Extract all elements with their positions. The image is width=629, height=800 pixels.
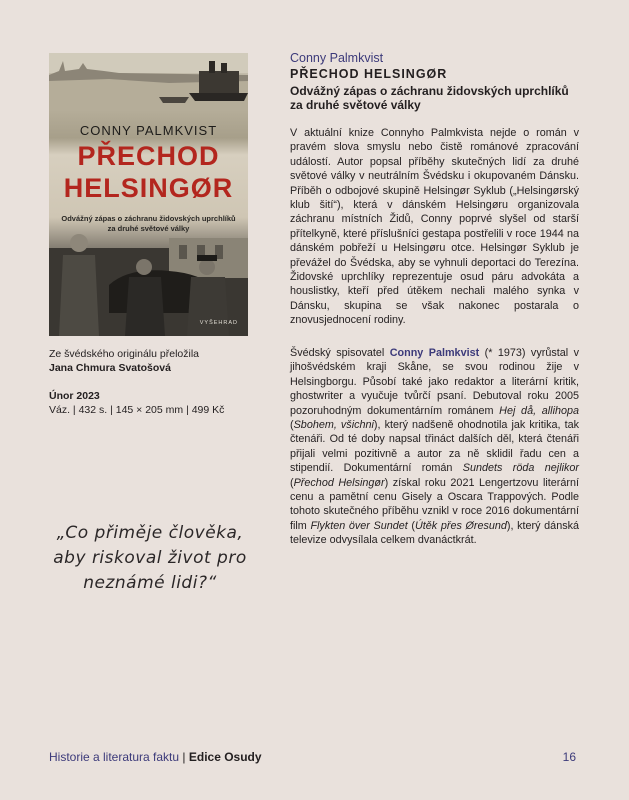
bio-text-4: (: [290, 476, 294, 489]
bio-text-5: ) získal roku 2021 Lengertzovu literární cenu a pamětní cenu Gisely a Oscara Trappových. Podle tohoto skutečného příběhu vznikl v roce 2016 dokumentární film: [290, 476, 579, 532]
cover-subtitle: Odvážný zápas o záchranu židovských uprchlíků za druhé světové války: [61, 214, 236, 233]
bio-intro: Švédský spisovatel: [290, 347, 390, 359]
author-bio: [290, 346, 579, 548]
translator-name: Jana Chmura Svatošová: [49, 361, 171, 374]
cover-author: CONNY PALMKVIST: [79, 123, 218, 138]
series-name: Historie a literatura faktu: [49, 750, 180, 764]
cover-title-line1: PŘECHOD: [77, 141, 220, 171]
bio-doc-title: Sundets röda nejlikor: [462, 462, 579, 475]
bio-text-7: ), který dánská televize odvysílala celkem dvanáctkrát.: [290, 519, 579, 547]
book-description: V aktuální knize Connyho Palmkvista nejde o román v pravém slova smyslu nebo čistě románové zpracování událostí. Autor popsal příběhy skutečných lidí za druhé světové války v neutrálním Švédsku i okupovaném Dánsku. Příběh o odbojové skupině Helsingør Syklub („Helsingørský klub šití“), která v dánském Helsingøru organizovala záchranu místních Židů, Conny poprvé slyšel od starší přítelkyně, které příslušníci gestapa postřelili v roce 1944 na dánském pobřeží u Helsingøru otce. Helsingør Syklub je převážel do Švédska, aby se vyhnuli deportaci do Terezína. Židovské uprchlíky reprezentuje osud páru advokáta a houslistky, kteří před útěkem nechali malého synka v Dánsku, skupina se však nakonec postarala o znovusjednocení rodiny.: [290, 127, 579, 327]
footer-separator: |: [179, 750, 189, 764]
bio-text-3: ), který nadšeně ohodnotila jak kritika, tak čtenáři. Od té doby napsal třináct dalších děl, která čtenáři přijali velmi pozitivně a autor za ně sklidil řadu cen a stipendií. Dokumentární román: [290, 419, 579, 475]
bio-film-cz: Útěk přes Øresund: [415, 519, 507, 532]
footer-series: [49, 750, 262, 764]
bio-debut-title: Hej då, allihopa: [499, 404, 579, 417]
publication-date: Únor 2023: [49, 390, 100, 402]
pull-quote: „Co přiměje člověka, aby riskoval život pro neznámé lidi?“: [53, 523, 247, 593]
book-subtitle: Odvážný zápas o záchranu židovských uprchlíků za druhé světové války: [290, 84, 569, 112]
edition-name: Edice Osudy: [188, 750, 262, 764]
bio-text-1: (* 1973) vyrůstal v jihošvédském kraji Skåne, se svou rodinou žije v Helsingborgu. Působí také jako redaktor a literární kritik, ghostwriter a vyučuje tvůrčí psaní. Debutoval roku 2005 pozoruhodným dokumentárním románem: [290, 347, 579, 417]
bio-text-6: (: [407, 519, 415, 532]
publication-info: [49, 390, 224, 417]
translator-info: [49, 348, 199, 375]
book-title: PŘECHOD HELSINGØR: [290, 67, 448, 81]
bio-debut-cz: Sbohem, všichni: [293, 419, 374, 432]
bio-author-name: Conny Palmkvist: [389, 347, 480, 359]
bio-film-title: Flykten över Sundet: [310, 519, 408, 532]
publication-details: Váz. | 432 s. | 145 × 205 mm | 499 Kč: [49, 403, 225, 416]
cover-title-line2: HELSINGØR: [63, 173, 234, 203]
book-author: Conny Palmkvist: [290, 51, 384, 65]
translator-label: Ze švédského originálu přeložila: [49, 348, 199, 360]
bio-text-2: (: [290, 419, 294, 432]
page-number: 16: [562, 750, 576, 764]
bio-doc-cz: Přechod Helsingør: [293, 476, 385, 489]
book-cover: [49, 53, 248, 336]
cover-publisher: VYŠEHRAD: [199, 320, 238, 326]
